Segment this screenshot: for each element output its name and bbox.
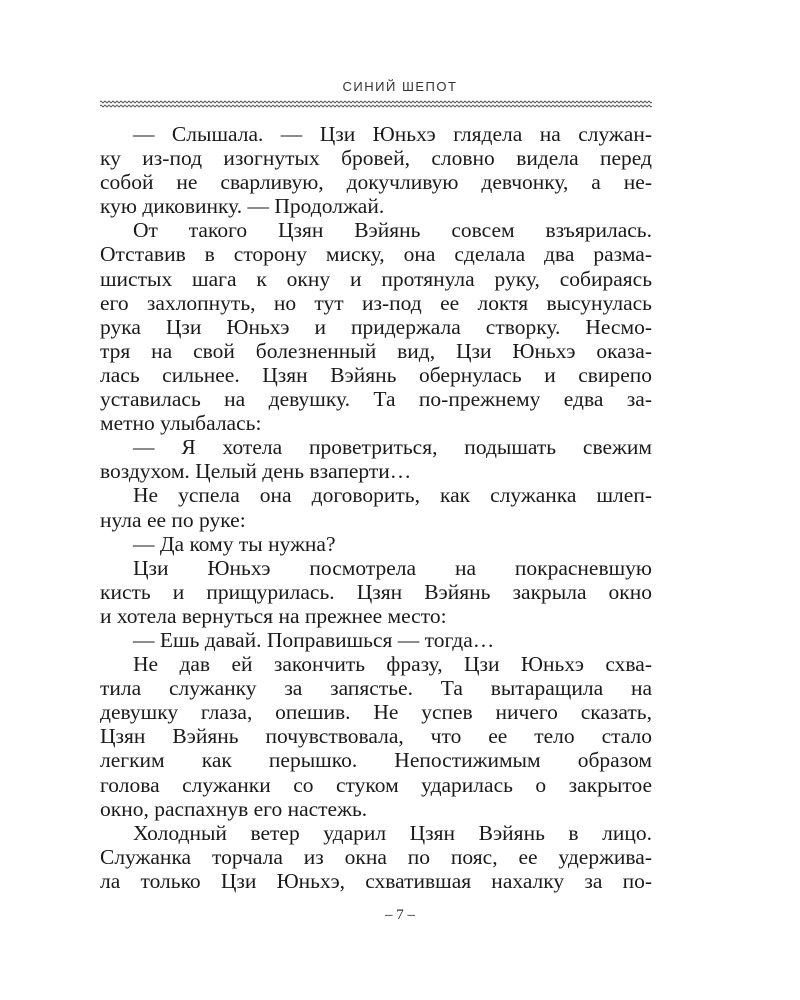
text-line: голова служанки со стуком ударилась о закрытое xyxy=(100,772,652,797)
text-line: — Ешь давай. Поправишься — тогда… xyxy=(133,627,495,652)
text-line: его захлопнуть, но тут из-под ее локтя высунулась xyxy=(100,290,652,315)
text-line: Не дав ей закончить фразу, Цзи Юньхэ схва- xyxy=(133,652,652,677)
text-line: тила служанку за запястье. Та вытаращила на xyxy=(100,676,652,701)
text-line: окно, распахнув его настежь. xyxy=(100,796,368,821)
text-line: Холодный ветер ударил Цзян Вэйянь в лицо. xyxy=(133,820,652,845)
text-line: собой не сварливую, докучливую девчонку, а не- xyxy=(100,170,652,195)
body-text xyxy=(100,122,652,893)
text-line: шистых шага к окну и протянула руку, собираясь xyxy=(100,266,652,291)
text-line: кисть и прищурилась. Цзян Вэйянь закрыла окно xyxy=(100,579,652,604)
wavy-header-rule xyxy=(100,99,652,109)
text-line: метно улыбалась: xyxy=(100,411,262,436)
text-line: — Да кому ты нужна? xyxy=(133,531,336,556)
text-line: кую диковинку. — Продолжай. xyxy=(100,194,385,219)
text-line: ку из-под изогнутых бровей, словно видела перед xyxy=(100,146,652,171)
text-line: тря на свой болезненный вид, Цзи Юньхэ оказа- xyxy=(100,338,652,363)
text-line: девушку глаза, опешив. Не успев ничего сказать, xyxy=(100,700,652,725)
text-line: и хотела вернуться на прежнее место: xyxy=(100,603,447,628)
running-head-title: СИНИЙ ШЕПОТ xyxy=(342,79,458,94)
text-line: нула ее по руке: xyxy=(100,507,246,532)
text-line: лась сильнее. Цзян Вэйянь обернулась и свирепо xyxy=(100,362,652,387)
text-line: Цзян Вэйянь почувствовала, что ее тело стало xyxy=(100,724,652,749)
text-line: Не успела она договорить, как служанка шлеп- xyxy=(133,483,652,508)
text-line: Отставив в сторону миску, она сделала два разма- xyxy=(100,242,652,267)
text-line: — Слышала. — Цзи Юньхэ глядела на служан- xyxy=(133,122,652,146)
text-line: рука Цзи Юньхэ и придержала створку. Несмо- xyxy=(100,314,652,339)
page-number: – 7 – xyxy=(385,907,415,923)
text-line: Служанка торчала из окна по пояс, ее удержива- xyxy=(100,844,652,869)
text-line: уставилась на девушку. Та по-прежнему едва за- xyxy=(100,387,652,412)
text-line: Цзи Юньхэ посмотрела на покрасневшую xyxy=(133,555,652,580)
text-line: легким как перышко. Непостижимым образом xyxy=(100,748,652,773)
text-line: воздухом. Целый день взаперти… xyxy=(100,459,412,484)
text-line: От такого Цзян Вэйянь совсем взъярилась. xyxy=(133,218,652,243)
text-line: ла только Цзи Юньхэ, схватившая нахалку за по- xyxy=(100,868,652,893)
text-line: — Я хотела проветриться, подышать свежим xyxy=(133,435,652,460)
